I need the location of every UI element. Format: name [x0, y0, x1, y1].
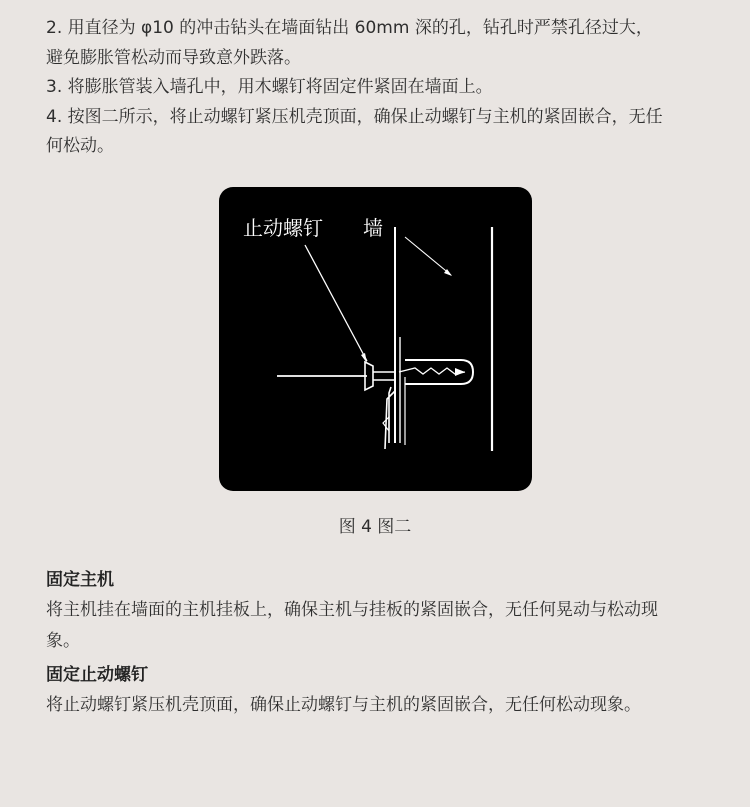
figure-caption: 图 4 图二	[338, 517, 412, 537]
mounting-bracket	[385, 377, 395, 449]
leader-screw	[305, 245, 367, 361]
leader-wall	[405, 237, 451, 275]
step-2: 2. 用直径为 φ10 的冲击钻头在墙面钻出 60mm 深的孔，钻孔时严禁孔径过大，避免膨胀管松动而导致意外跌落。	[46, 18, 653, 68]
diagram-svg	[219, 187, 532, 491]
section-body-fix-unit: 将主机挂在墙面的主机挂板上，确保主机与挂板的紧固嵌合，无任何晃动与松动现象。	[46, 600, 658, 651]
installation-diagram	[219, 187, 532, 491]
installation-steps	[46, 14, 666, 162]
step-3: 3. 将膨胀管装入墙孔中，用木螺钉将固定件紧固在墙面上。	[46, 77, 493, 97]
step-4: 4. 按图二所示，将止动螺钉紧压机壳顶面，确保止动螺钉与主机的紧固嵌合，无任何松动。	[46, 106, 663, 156]
section-fix-stop-screw	[46, 660, 686, 721]
section-title-stop-screw: 固定止动螺钉	[46, 665, 148, 685]
screw-tip	[455, 368, 465, 376]
label-stop-screw: 止动螺钉	[243, 216, 323, 240]
section-title-fix-unit: 固定主机	[46, 570, 114, 590]
section-fix-unit	[46, 565, 686, 657]
label-wall: 墙	[363, 216, 383, 240]
section-body-stop-screw: 将止动螺钉紧压机壳顶面，确保止动螺钉与主机的紧固嵌合，无任何松动现象。	[46, 695, 641, 715]
